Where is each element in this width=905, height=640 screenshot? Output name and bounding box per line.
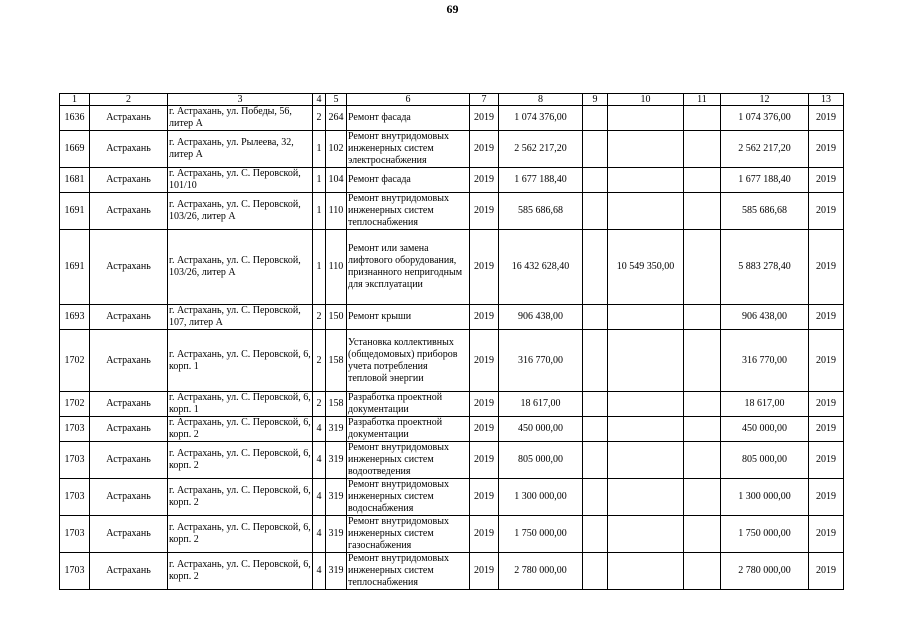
floors-cell: 1 (313, 131, 326, 168)
total-cost-cell: 906 438,00 (499, 305, 583, 330)
total-cost-cell: 805 000,00 (499, 442, 583, 479)
row-number-cell: 1691 (60, 230, 90, 305)
address-cell: г. Астрахань, ул. С. Перовской, 6, корп. 1 (169, 392, 311, 415)
apartments-cell: 158 (326, 392, 347, 417)
completion-year-cell: 2019 (809, 230, 844, 305)
floors-cell: 4 (313, 479, 326, 516)
table-row (60, 553, 844, 590)
work-type-cell: Ремонт внутридомовых инженерных систем электроснабжения (347, 131, 470, 168)
subsidy-amount-cell (608, 131, 684, 168)
apartments-cell: 319 (326, 479, 347, 516)
subsidy-amount-cell (608, 516, 684, 553)
apartments-cell: 150 (326, 305, 347, 330)
subsidy-amount-cell (608, 330, 684, 392)
work-type-cell: Ремонт или замена лифтового оборудования, признанного непригодным для эксплуатации (347, 230, 470, 305)
header-cell: 9 (583, 94, 608, 106)
table-row (60, 516, 844, 553)
municipality-cell: Астрахань (90, 442, 168, 479)
table-row (60, 168, 844, 193)
address-cell: г. Астрахань, ул. С. Перовской, 103/26, литер А (168, 193, 313, 230)
floors-cell: 2 (313, 305, 326, 330)
floors-cell: 2 (313, 106, 326, 131)
completion-year-cell: 2019 (809, 392, 844, 417)
planned-year-cell: 2019 (470, 417, 499, 442)
municipality-cell: Астрахань (90, 553, 168, 590)
row-number-cell: 1703 (60, 479, 90, 516)
planned-year-cell: 2019 (470, 193, 499, 230)
other-funds-cell (684, 131, 721, 168)
floors-cell: 1 (313, 168, 326, 193)
table-row (60, 131, 844, 168)
municipality-cell: Астрахань (90, 193, 168, 230)
header-cell: 2 (90, 94, 168, 106)
owner-funds-cell: 906 438,00 (721, 305, 809, 330)
total-cost-cell: 585 686,68 (499, 193, 583, 230)
subsidy-amount-cell (608, 442, 684, 479)
apartments-cell: 110 (326, 230, 347, 305)
work-type-cell: Ремонт фасада (347, 168, 470, 193)
row-number-cell: 1703 (60, 516, 90, 553)
owner-funds-cell: 5 883 278,40 (721, 230, 809, 305)
floors-cell: 4 (313, 417, 326, 442)
row-number-cell: 1703 (60, 442, 90, 479)
fund-share-cell (583, 330, 608, 392)
planned-year-cell: 2019 (470, 131, 499, 168)
total-cost-cell: 1 300 000,00 (499, 479, 583, 516)
fund-share-cell (583, 417, 608, 442)
other-funds-cell (684, 516, 721, 553)
other-funds-cell (684, 230, 721, 305)
total-cost-cell: 16 432 628,40 (499, 230, 583, 305)
planned-year-cell: 2019 (470, 442, 499, 479)
fund-share-cell (583, 106, 608, 131)
fund-share-cell (583, 168, 608, 193)
fund-share-cell (583, 516, 608, 553)
municipality-cell: Астрахань (90, 392, 168, 417)
planned-year-cell: 2019 (470, 168, 499, 193)
header-cell: 6 (347, 94, 470, 106)
row-number-cell: 1693 (60, 305, 90, 330)
row-number-cell: 1681 (60, 168, 90, 193)
total-cost-cell: 2 562 217,20 (499, 131, 583, 168)
address-cell: г. Астрахань, ул. С. Перовской, 6, корп. 2 (168, 553, 313, 590)
completion-year-cell: 2019 (809, 516, 844, 553)
fund-share-cell (583, 305, 608, 330)
apartments-cell: 264 (326, 106, 347, 131)
planned-year-cell: 2019 (470, 392, 499, 417)
owner-funds-cell: 2 780 000,00 (721, 553, 809, 590)
table-row (60, 442, 844, 479)
header-cell: 11 (684, 94, 721, 106)
header-cell: 3 (168, 94, 313, 106)
total-cost-cell: 2 780 000,00 (499, 553, 583, 590)
fund-share-cell (583, 193, 608, 230)
planned-year-cell: 2019 (470, 479, 499, 516)
planned-year-cell: 2019 (470, 106, 499, 131)
other-funds-cell (684, 392, 721, 417)
other-funds-cell (684, 417, 721, 442)
other-funds-cell (684, 553, 721, 590)
address-cell: г. Астрахань, ул. С. Перовской, 6, корп. 1 (168, 330, 313, 392)
total-cost-cell: 316 770,00 (499, 330, 583, 392)
address-cell: г. Астрахань, ул. С. Перовской, 101/10 (168, 168, 313, 193)
apartments-cell: 319 (326, 553, 347, 590)
table-row (60, 193, 844, 230)
table-row (60, 305, 844, 330)
address-cell: г. Астрахань, ул. С. Перовской, 6, корп. 2 (169, 417, 311, 440)
work-type-cell: Ремонт внутридомовых инженерных систем водоснабжения (347, 479, 470, 516)
row-number-cell: 1703 (60, 417, 90, 442)
completion-year-cell: 2019 (809, 193, 844, 230)
total-cost-cell: 1 074 376,00 (499, 106, 583, 131)
address-cell: г. Астрахань, ул. С. Перовской, 6, корп. 2 (168, 442, 313, 479)
floors-cell: 4 (313, 442, 326, 479)
header-cell: 5 (326, 94, 347, 106)
completion-year-cell: 2019 (809, 330, 844, 392)
page-number: 69 (446, 2, 459, 16)
work-type-cell: Ремонт внутридомовых инженерных систем газоснабжения (347, 516, 470, 553)
header-cell: 13 (809, 94, 844, 106)
subsidy-amount-cell (608, 193, 684, 230)
header-cell: 4 (313, 94, 326, 106)
floors-cell: 2 (313, 392, 326, 417)
subsidy-amount-cell (608, 106, 684, 131)
row-number-cell: 1702 (60, 392, 90, 417)
work-type-cell: Ремонт внутридомовых инженерных систем теплоснабжения (347, 193, 470, 230)
row-number-cell: 1703 (60, 553, 90, 590)
work-type-cell: Ремонт внутридомовых инженерных систем водоотведения (347, 442, 470, 479)
municipality-cell: Астрахань (90, 516, 168, 553)
other-funds-cell (684, 305, 721, 330)
owner-funds-cell: 1 677 188,40 (721, 168, 809, 193)
completion-year-cell: 2019 (809, 168, 844, 193)
apartments-cell: 158 (326, 330, 347, 392)
completion-year-cell: 2019 (809, 305, 844, 330)
table-row (60, 230, 844, 305)
apartments-cell: 104 (326, 168, 347, 193)
municipality-cell: Астрахань (90, 168, 168, 193)
subsidy-amount-cell (608, 417, 684, 442)
address-cell: г. Астрахань, ул. С. Перовской, 6, корп. 2 (168, 516, 313, 553)
work-type-cell: Разработка проектной документации (347, 417, 470, 442)
header-cell: 10 (608, 94, 684, 106)
municipality-cell: Астрахань (90, 330, 168, 392)
apartments-cell: 319 (326, 417, 347, 442)
owner-funds-cell: 1 074 376,00 (721, 106, 809, 131)
municipality-cell: Астрахань (90, 230, 168, 305)
total-cost-cell: 450 000,00 (499, 417, 583, 442)
other-funds-cell (684, 168, 721, 193)
subsidy-amount-cell (608, 392, 684, 417)
municipality-cell: Астрахань (90, 417, 168, 442)
work-type-cell: Ремонт фасада (347, 106, 470, 131)
total-cost-cell: 1 677 188,40 (499, 168, 583, 193)
total-cost-cell: 1 750 000,00 (499, 516, 583, 553)
owner-funds-cell: 316 770,00 (721, 330, 809, 392)
fund-share-cell (583, 230, 608, 305)
floors-cell: 2 (313, 330, 326, 392)
fund-share-cell (583, 131, 608, 168)
work-type-cell: Разработка проектной документации (347, 392, 470, 417)
completion-year-cell: 2019 (809, 442, 844, 479)
municipality-cell: Астрахань (90, 106, 168, 131)
fund-share-cell (583, 553, 608, 590)
other-funds-cell (684, 330, 721, 392)
apartments-cell: 319 (326, 442, 347, 479)
header-cell: 7 (470, 94, 499, 106)
planned-year-cell: 2019 (470, 553, 499, 590)
work-type-cell: Ремонт крыши (347, 305, 470, 330)
subsidy-amount-cell (608, 479, 684, 516)
apartments-cell: 102 (326, 131, 347, 168)
subsidy-amount-cell (608, 168, 684, 193)
planned-year-cell: 2019 (470, 230, 499, 305)
address-cell: г. Астрахань, ул. С. Перовской, 107, литер А (168, 305, 313, 330)
owner-funds-cell: 18 617,00 (721, 392, 809, 417)
row-number-cell: 1691 (60, 193, 90, 230)
header-cell: 12 (721, 94, 809, 106)
table-row (60, 417, 844, 442)
table-row (60, 479, 844, 516)
row-number-cell: 1702 (60, 330, 90, 392)
fund-share-cell (583, 392, 608, 417)
floors-cell: 1 (313, 230, 326, 305)
subsidy-amount-cell: 10 549 350,00 (608, 230, 684, 305)
municipality-cell: Астрахань (90, 305, 168, 330)
header-cell: 8 (499, 94, 583, 106)
row-number-cell: 1636 (60, 106, 90, 131)
floors-cell: 4 (313, 516, 326, 553)
address-cell: г. Астрахань, ул. Рылеева, 32, литер А (168, 131, 313, 168)
floors-cell: 4 (313, 553, 326, 590)
owner-funds-cell: 450 000,00 (721, 417, 809, 442)
header-row (60, 94, 844, 106)
table-row (60, 392, 844, 417)
planned-year-cell: 2019 (470, 305, 499, 330)
completion-year-cell: 2019 (809, 131, 844, 168)
municipality-cell: Астрахань (90, 131, 168, 168)
address-cell: г. Астрахань, ул. С. Перовской, 103/26, литер А (168, 230, 313, 305)
completion-year-cell: 2019 (809, 417, 844, 442)
other-funds-cell (684, 106, 721, 131)
fund-share-cell (583, 442, 608, 479)
apartments-cell: 110 (326, 193, 347, 230)
other-funds-cell (684, 442, 721, 479)
owner-funds-cell: 1 300 000,00 (721, 479, 809, 516)
work-type-cell: Ремонт внутридомовых инженерных систем теплоснабжения (347, 553, 470, 590)
table-row (60, 330, 844, 392)
completion-year-cell: 2019 (809, 553, 844, 590)
capital-repair-table (59, 93, 844, 590)
other-funds-cell (684, 479, 721, 516)
other-funds-cell (684, 193, 721, 230)
subsidy-amount-cell (608, 305, 684, 330)
header-cell: 1 (60, 94, 90, 106)
work-type-cell: Установка коллективных (общедомовых) приборов учета потребления тепловой энергии (347, 330, 470, 392)
owner-funds-cell: 1 750 000,00 (721, 516, 809, 553)
planned-year-cell: 2019 (470, 516, 499, 553)
municipality-cell: Астрахань (90, 479, 168, 516)
apartments-cell: 319 (326, 516, 347, 553)
owner-funds-cell: 2 562 217,20 (721, 131, 809, 168)
table-row (60, 106, 844, 131)
total-cost-cell: 18 617,00 (499, 392, 583, 417)
completion-year-cell: 2019 (809, 106, 844, 131)
planned-year-cell: 2019 (470, 330, 499, 392)
fund-share-cell (583, 479, 608, 516)
address-cell: г. Астрахань, ул. С. Перовской, 6, корп. 2 (168, 479, 313, 516)
floors-cell: 1 (313, 193, 326, 230)
row-number-cell: 1669 (60, 131, 90, 168)
completion-year-cell: 2019 (809, 479, 844, 516)
address-cell: г. Астрахань, ул. Победы, 56, литер А (168, 106, 313, 131)
owner-funds-cell: 805 000,00 (721, 442, 809, 479)
subsidy-amount-cell (608, 553, 684, 590)
owner-funds-cell: 585 686,68 (721, 193, 809, 230)
